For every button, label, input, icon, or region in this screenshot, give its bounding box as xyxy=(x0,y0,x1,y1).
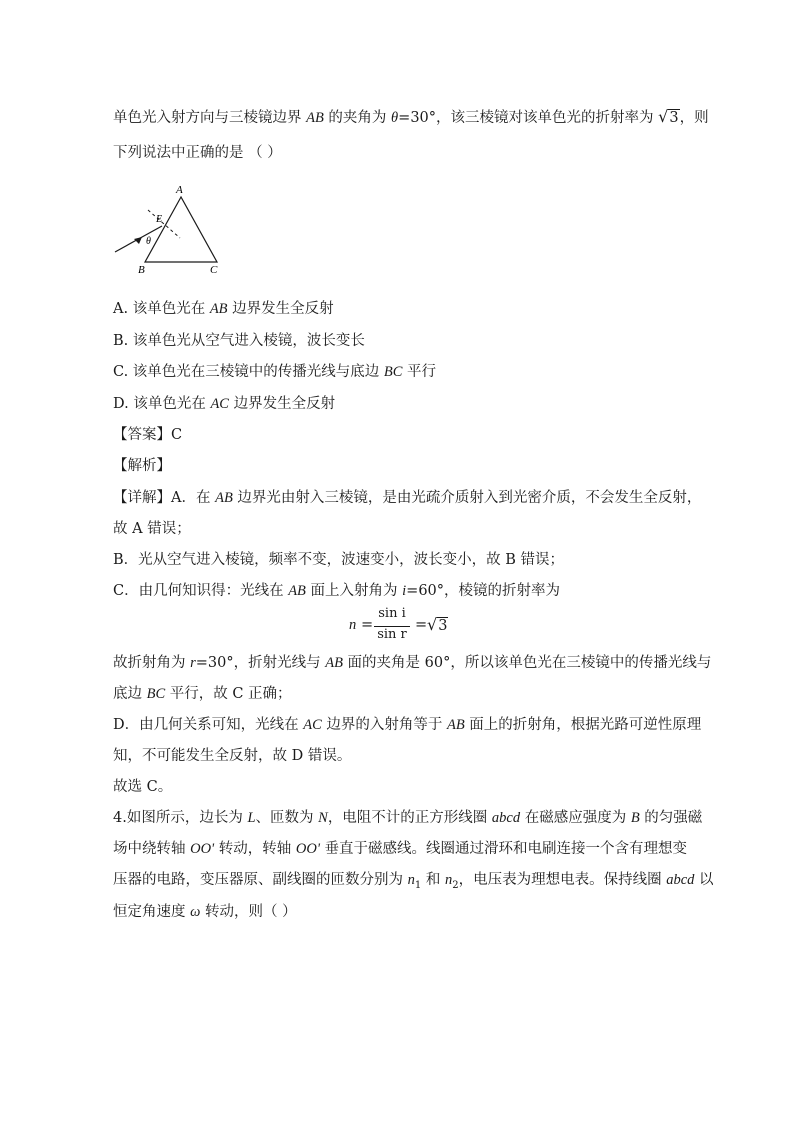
text: 【详解】A．在 xyxy=(113,490,216,506)
text: C．由几何知识得：光线在 xyxy=(113,583,289,599)
var: BC xyxy=(146,686,166,702)
equals: = xyxy=(415,617,428,633)
text: =60°，棱镜的折射率为 xyxy=(406,583,561,599)
text: 4.如图所示，边长为 xyxy=(113,810,248,826)
var-ab: AB xyxy=(306,110,324,126)
option-d xyxy=(113,394,335,414)
label-c: C xyxy=(210,264,218,276)
radicand: 3 xyxy=(438,618,448,634)
label-e: E xyxy=(156,214,163,225)
refraction-formula xyxy=(349,606,459,646)
normal-dashed-line xyxy=(148,210,180,238)
text: 边界的入射角等于 xyxy=(321,717,447,733)
detail-line-10: 故选 C。 xyxy=(113,779,173,795)
sqrt-3: √3 xyxy=(658,107,679,126)
text: C. 该单色光在三棱镜中的传播光线与底边 xyxy=(113,364,384,380)
sqrt-3: √3 xyxy=(427,615,448,634)
var: abcd xyxy=(666,872,695,888)
var: AB xyxy=(446,717,465,733)
text: 压器的电路，变压器原、副线圈的匝数分别为 xyxy=(113,872,408,888)
subscript: 2 xyxy=(452,879,459,891)
detail-line-8 xyxy=(113,715,701,735)
label-theta: θ xyxy=(146,236,151,247)
q3-stem-line2: 下列说法中正确的是 （ ） xyxy=(113,145,282,161)
var: AB xyxy=(288,583,306,599)
var: AB xyxy=(209,301,228,317)
text: 转动，则（ ） xyxy=(200,904,297,920)
text: 以 xyxy=(694,872,714,888)
text: =30°，折射光线与 xyxy=(195,655,326,671)
q4-line-3 xyxy=(113,870,713,896)
answer-value: C xyxy=(171,427,183,443)
var: n xyxy=(407,872,415,888)
text: 底边 xyxy=(113,686,147,702)
q4-line-2 xyxy=(113,839,687,859)
text: 面上入射角为 xyxy=(305,583,403,599)
text: 平行 xyxy=(402,364,437,380)
var: n xyxy=(444,872,453,888)
var: abcd xyxy=(491,810,521,826)
text: A. 该单色光在 xyxy=(113,301,210,317)
radicand: 3 xyxy=(669,110,679,126)
var-theta: θ xyxy=(391,110,399,126)
text: =30°，该三棱镜对该单色光的折射率为 xyxy=(398,110,659,126)
text: D. 该单色光在 xyxy=(113,396,211,412)
var: B xyxy=(630,810,640,826)
detail-line-6 xyxy=(113,653,711,673)
text: 、匝数为 xyxy=(255,810,319,826)
analysis-label: 【解析】 xyxy=(113,458,171,474)
text: D．由几何关系可知，光线在 xyxy=(113,717,304,733)
option-a xyxy=(113,299,334,319)
text: ，则 xyxy=(679,110,709,126)
text: 单色光入射方向与三棱镜边界 xyxy=(113,110,307,126)
text: 面的夹角是 60°，所以该单色光在三棱镜中的传播光线与 xyxy=(342,655,712,671)
detail-line-2: 故 A 错误； xyxy=(113,521,191,537)
var: OO' xyxy=(295,841,320,857)
option-c xyxy=(113,362,436,382)
numerator: sin i xyxy=(378,606,406,621)
var: AB xyxy=(215,490,233,506)
text: 故折射角为 xyxy=(113,655,191,671)
detail-line-1 xyxy=(113,488,701,508)
text: ，电压表为理想电表。保持线圈 xyxy=(458,872,667,888)
detail-line-4 xyxy=(113,581,560,601)
prism-figure xyxy=(110,180,230,280)
label-b: B xyxy=(138,264,145,276)
var: AB xyxy=(325,655,343,671)
var: AC xyxy=(210,396,229,412)
answer-line xyxy=(113,425,182,445)
answer-label: 【答案】 xyxy=(113,427,171,443)
var: ω xyxy=(190,904,201,920)
var: L xyxy=(247,810,256,826)
text: 在磁感应强度为 xyxy=(520,810,631,826)
text: 面上的折射角，根据光路可逆性原理 xyxy=(464,717,702,733)
text: 转动，转轴 xyxy=(214,841,296,857)
var: BC xyxy=(383,364,403,380)
text: 恒定角速度 xyxy=(113,904,191,920)
detail-line-9: 知，不可能发生全反射，故 D 错误。 xyxy=(113,748,352,764)
q4-line-1 xyxy=(113,808,702,828)
label-a: A xyxy=(176,184,183,196)
text: 和 xyxy=(421,872,445,888)
var: i xyxy=(402,583,407,599)
text: 的夹角为 xyxy=(323,110,392,126)
text: 边界发生全反射 xyxy=(227,301,334,317)
text: 边界发生全反射 xyxy=(228,396,336,412)
text: 平行，故 C 正确； xyxy=(165,686,292,702)
denominator: sin r xyxy=(377,627,407,642)
text: 的匀强磁 xyxy=(639,810,703,826)
q4-line-4 xyxy=(113,902,297,922)
var: r xyxy=(190,655,196,671)
var: OO' xyxy=(190,841,215,857)
equals: = xyxy=(361,617,374,633)
var: AC xyxy=(303,717,322,733)
q3-stem-line1 xyxy=(113,107,709,128)
detail-line-3: B．光从空气进入棱镜，频率不变，波速变小，波长变小，故 B 错误； xyxy=(113,552,565,568)
var: N xyxy=(318,810,328,826)
text: 垂直于磁感线。线圈通过滑环和电刷连接一个含有理想变 xyxy=(319,841,688,857)
text: 场中绕转轴 xyxy=(113,841,191,857)
subscript: 1 xyxy=(414,879,422,891)
detail-line-7 xyxy=(113,684,292,704)
var-n: n xyxy=(349,617,357,633)
text: ，电阻不计的正方形线圈 xyxy=(327,810,492,826)
text: 边界光由射入三棱镜，是由光疏介质射入到光密介质，不会发生全反射， xyxy=(232,490,702,506)
option-b: B. 该单色光从空气进入棱镜，波长变长 xyxy=(113,333,365,349)
